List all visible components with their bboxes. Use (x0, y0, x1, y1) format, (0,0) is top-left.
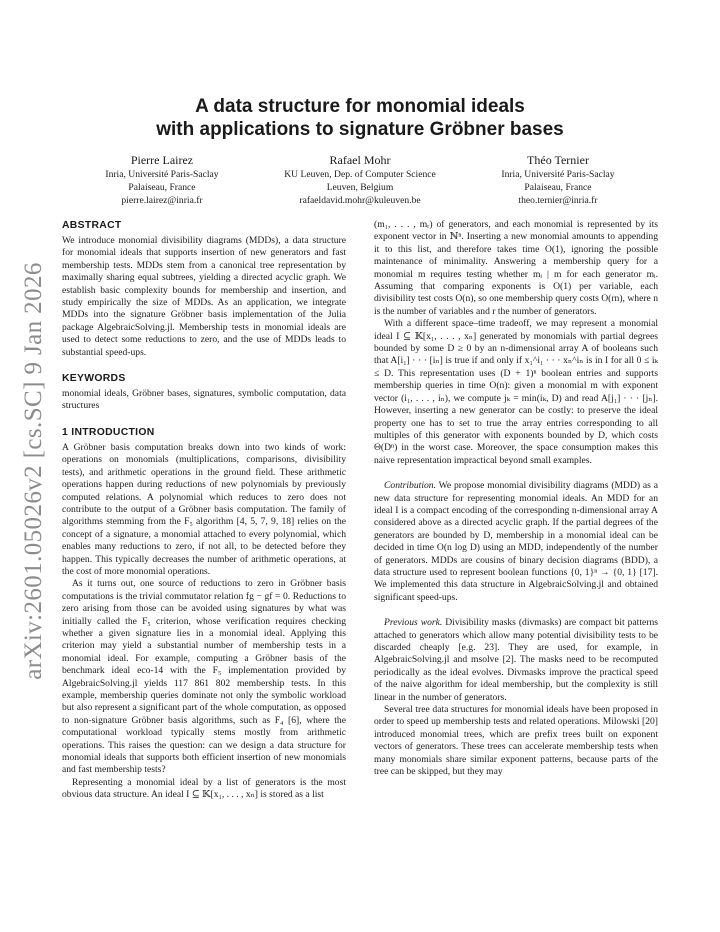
author-affiliation: Inria, Université Paris-Saclay (105, 169, 219, 180)
author-name: Rafael Mohr (329, 153, 391, 167)
intro-paragraph-2: As it turns out, one source of reductions to zero in Gröbner basis computations is the trivial commutator relation fg − gf = 0. Reductions to zero arising from those can be avoided using signatures by what was initially called the F₅ criterion, whose verification requires checking whether a given signature lies in a monomial ideal. Applying this criterion may yield a substantial number of membership tests in a monomial ideal. For example, computing a Gröbner basis of the benchmark ideal eco-14 with the F₅ implementation provided by AlgebraicSolving.jl yields 117 861 802 membership tests. In this example, membership queries dominate not only the symbolic workload but also represent a significant part of the whole computation, as opposed to non-signature Gröbner basis algorithms, such as F₄ [6], where the computational workload typically stems mostly from arithmetic operations. This raises the question: can we design a data structure for monomial ideals that supports both efficient insertion of new monomials and fast membership tests? (62, 578, 346, 776)
author-name: Pierre Lairez (130, 153, 194, 167)
intro-paragraph-1: A Gröbner basis computation breaks down into two kinds of work: operations on monomials (multiplications, comparisons, divisibility tests), and arithmetic operations in the ground field. These arithmetic operations happen during reductions of new polynomials by previously computed relations. A polynomial which reduces to zero does not contribute to the output of a Gröbner basis computation. The family of algorithms stemming from the F₅ algorithm [4, 5, 7, 9, 18] relies on the concept of a signature, a monomial attached to every polynomial, which enables many reductions to zero, if not all, to be detected before they happen. This typically decreases the number of arithmetic operations, at the cost of more monomial operations. (62, 441, 346, 577)
intro-paragraph-3: Representing a monomial ideal by a list of generators is the most obvious data structure. An ideal I ⊆ 𝕂[x₁, . . . , xₙ] is stored as a list (62, 776, 346, 801)
author-affiliation: KU Leuven, Dep. of Computer Science (284, 169, 436, 180)
introduction-heading: 1 INTRODUCTION (62, 426, 155, 438)
author-block (62, 153, 658, 209)
author-3 (458, 153, 658, 207)
previous-work-runin: Previous work. (384, 617, 443, 629)
paper-title (60, 95, 660, 141)
intro-paragraph-4: (m₁, . . . , mᵣ) of generators, and each monomial is represented by its exponent vector in ℕⁿ. Inserting a new monomial amounts to appending it to this list, and therefore takes time O(1), ignoring the possible maintenance of minimality. Answering a membership query for a monomial m requires testing whether mᵢ | m for each generator mᵢ. Assuming that comparing exponents is O(1) per variable, each divisibility test costs O(n), so one membership query costs O(rn), where n is the number of variables and r the number of generators. (374, 219, 658, 317)
author-email: rafaeldavid.mohr@kuleuven.be (299, 195, 421, 206)
previous-work-paragraph (374, 617, 658, 704)
arxiv-watermark (16, 248, 52, 693)
author-location: Palaiseau, France (524, 182, 592, 193)
author-1 (62, 153, 262, 207)
intro-paragraph-5: With a different space–time tradeoff, we may represent a monomial ideal I ⊆ 𝕂[x₁, . . . , xₙ] generated by monomials with partial degrees bounded by some D ≥ 0 by an n-dimensional array A of booleans such that A[i₁] · · · [iₙ] is true if and only if x₁^i₁ · · · xₙ^iₙ is in I for all 0 ≤ iₖ ≤ D. This representation uses (D + 1)ⁿ boolean entries and supports membership queries in time O(n): given a monomial m with exponent vector (i₁, . . . , iₙ), we compute jₖ = min(iₖ, D) and read A[j₁] · · · [jₙ]. However, inserting a new generator can be costly: to preserve the ideal property one has to set to true the array entries corresponding to all multiples of this generator with exponents bounded by D, which costs Θ(Dⁿ) in the worst case. Moreover, the space consumption makes this naive representation impractical beyond small examples. (374, 318, 658, 466)
contribution-paragraph (374, 480, 658, 604)
abstract-heading: ABSTRACT (62, 220, 122, 231)
author-location: Leuven, Belgium (326, 182, 394, 193)
right-column (374, 219, 658, 778)
keywords-heading: KEYWORDS (62, 373, 126, 385)
arxiv-identifier: arXiv:2601.05026v2 [cs.SC] 9 Jan 2026 (20, 261, 48, 680)
contribution-runin: Contribution. (384, 480, 436, 492)
left-column (62, 219, 346, 802)
author-2 (260, 153, 460, 207)
keywords-text: monomial ideals, Gröbner bases, signatures, symbolic computation, data structures (62, 388, 346, 412)
author-name: Théo Ternier (527, 153, 589, 167)
abstract-text: We introduce monomial divisibility diagrams (MDDs), a data structure for monomial ideals that supports insertion of new generators and fast membership tests. MDDs stem from a canonical tree representation by maximally sharing equal subtrees, yielding a directed acyclic graph. We establish basic complexity bounds for membership and insertion, and study empirically the size of MDDs. As an application, we integrate MDDs into the signature Gröbner basis implementation of the Julia package AlgebraicSolving.jl. Membership tests in monomial ideals are used to detect some reductions to zero, and the use of MDDs leads to substantial speed-ups. (62, 235, 346, 358)
previous-work-paragraph-2: Several tree data structures for monomial ideals have been proposed in order to speed up membership tests and related operations. Milowski [20] introduced monomial trees, which are prefix trees built on exponent vectors of generators. These trees can accelerate membership tests when many monomials share similar exponent patterns, because parts of the tree can be skipped, but they may (374, 704, 658, 778)
author-email: pierre.lairez@inria.fr (121, 195, 203, 206)
previous-work-text: Divisibility masks (divmasks) are compact bit patterns attached to generators which allow many potential divisibility tests to be discarded cheaply [e.g. 23]. They are used, for example, in AlgebraicSolving.jl and msolve [2]. The masks need to be recomputed periodically as the ideal evolves. Divmasks improve the practical speed of the naive algorithm for ideal membership, but the complexity is still linear in the number of generators. (374, 617, 658, 703)
title-line-2: with applications to signature Gröbner bases (156, 119, 564, 140)
contribution-text: We propose monomial divisibility diagrams (MDD) as a new data structure for representing monomial ideals. An MDD for an ideal I is a compact encoding of the corresponding n-dimensional array A considered above as a directed acyclic graph. If the partial degrees of the generators are bounded by D, membership in a monomial ideal can be decided in time O(n log D) using an MDD, independently of the number of generators. MDDs are cousins of binary decision diagrams (BDD), a data structure used to represent boolean functions {0, 1}ⁿ → {0, 1} [17]. We implemented this data structure in AlgebraicSolving.jl and obtained significant speed-ups. (374, 480, 658, 603)
author-email: theo.ternier@inria.fr (518, 195, 598, 206)
author-affiliation: Inria, Université Paris-Saclay (501, 169, 615, 180)
title-line-1: A data structure for monomial ideals (195, 96, 525, 117)
author-location: Palaiseau, France (128, 182, 196, 193)
